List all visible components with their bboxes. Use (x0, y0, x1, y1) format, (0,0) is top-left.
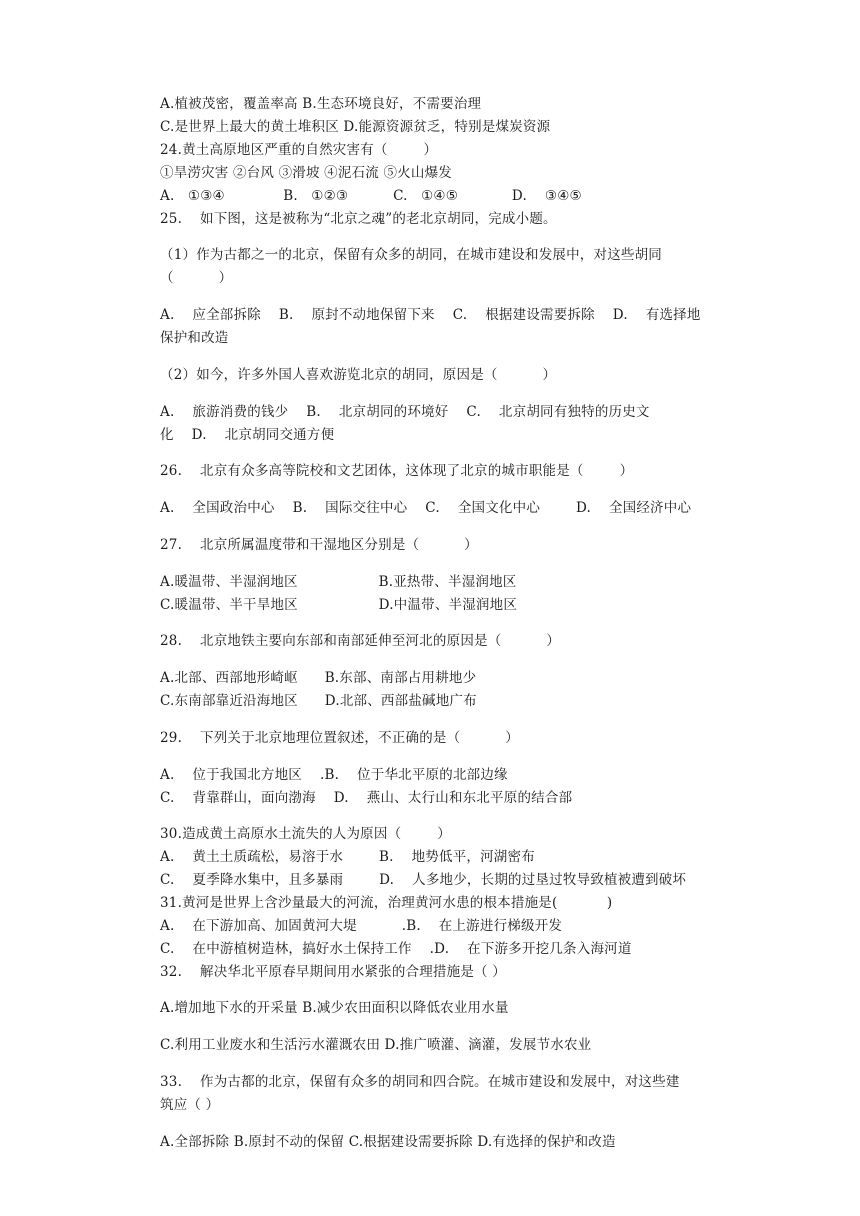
q27-stem: 27. 北京所属温度带和干湿地区分别是（ ） (160, 537, 478, 553)
q25-1-options-cont: 保护和改造 (160, 330, 229, 346)
q30-options-cd: C. 夏季降水集中，且多暴雨 D. 人多地少，长期的过垦过牧导致植被遭到破坏 (160, 872, 687, 888)
q31-stem: 31.黄河是世界上含沙量最大的河流，治理黄河水患的根本措施是( ) (160, 895, 613, 911)
q24-options: A. ①③④ B. ①②③ C. ①④⑤ D. ③④⑤ (160, 188, 582, 204)
q24-items: ①旱涝灾害 ②台风 ③滑坡 ④泥石流 ⑤火山爆发 (160, 165, 452, 181)
q23-options-cd: C.是世界上最大的黄土堆积区 D.能源资源贫乏，特别是煤炭资源 (160, 119, 551, 135)
q25-1-blank: （ ） (160, 270, 233, 286)
q33-stem: 33. 作为古都的北京，保留有众多的胡同和四合院。在城市建设和发展中，对这些建 (160, 1074, 680, 1090)
q27-options-ab: A.暖温带、半湿润地区 B.亚热带、半湿润地区 (160, 574, 517, 590)
q33-stem-cont: 筑应（ ） (160, 1097, 220, 1113)
q29-options-ab: A. 位于我国北方地区 .B. 位于华北平原的北部边缘 (160, 767, 508, 783)
q31-options-ab: A. 在下游加高、加固黄河大堤 .B. 在上游进行梯级开发 (160, 918, 563, 934)
q29-stem: 29. 下列关于北京地理位置叙述，不正确的是（ ） (160, 730, 519, 746)
q25-1-options: A. 应全部拆除 B. 原封不动地保留下来 C. 根据建设需要拆除 D. 有选择地 (160, 307, 701, 323)
q30-stem: 30.造成黄土高原水土流失的人为原因（ ） (160, 826, 451, 842)
q31-options-cd: C. 在中游植树造林，搞好水土保持工作 .D. 在下游多开挖几条入海河道 (160, 941, 632, 957)
q28-stem: 28. 北京地铁主要向东部和南部延伸至河北的原因是（ ） (160, 633, 561, 649)
q26-stem: 26. 北京有众多高等院校和文艺团体，这体现了北京的城市职能是（ ） (160, 463, 634, 479)
q25-2-options: A. 旅游消费的钱少 B. 北京胡同的环境好 C. 北京胡同有独特的历史文 (160, 404, 650, 420)
q32-options-ab: A.增加地下水的开采量 B.减少农田面积以降低农业用水量 (160, 1000, 509, 1016)
q32-stem: 32. 解决华北平原春早期间用水紧张的合理措施是（ ） (160, 964, 506, 980)
q29-options-cd: C. 背靠群山，面向渤海 D. 燕山、太行山和东北平原的结合部 (160, 790, 573, 806)
q25-2-options-cont: 化 D. 北京胡同交通方便 (160, 427, 335, 443)
q25-2-stem: （2）如今，许多外国人喜欢游览北京的胡同，原因是（ ） (160, 367, 557, 383)
q33-options: A.全部拆除 B.原封不动的保留 C.根据建设需要拆除 D.有选择的保护和改造 (160, 1134, 616, 1150)
q30-options-ab: A. 黄土土质疏松，易溶于水 B. 地势低平，河湖密布 (160, 849, 535, 865)
q28-options-ab: A.北部、西部地形崎岖 B.东部、南部占用耕地少 (160, 670, 477, 686)
q23-options-ab: A.植被茂密，覆盖率高 B.生态环境良好，不需要治理 (160, 96, 482, 112)
q28-options-cd: C.东南部靠近沿海地区 D.北部、西部盐碱地广布 (160, 693, 477, 709)
q24-stem: 24.黄土高原地区严重的自然灾害有（ ） (160, 142, 438, 158)
q32-options-cd: C.利用工业废水和生活污水灌溉农田 D.推广喷灌、滴灌，发展节水农业 (160, 1037, 592, 1053)
q25-1-stem: （1）作为古都之一的北京，保留有众多的胡同，在城市建设和发展中，对这些胡同 (160, 247, 662, 263)
q26-options: A. 全国政治中心 B. 国际交往中心 C. 全国文化中心 D. 全国经济中心 (160, 500, 692, 516)
q27-options-cd: C.暖温带、半干旱地区 D.中温带、半湿润地区 (160, 597, 518, 613)
q25-stem: 25. 如下图，这是被称为“北京之魂”的老北京胡同，完成小题。 (160, 211, 557, 227)
